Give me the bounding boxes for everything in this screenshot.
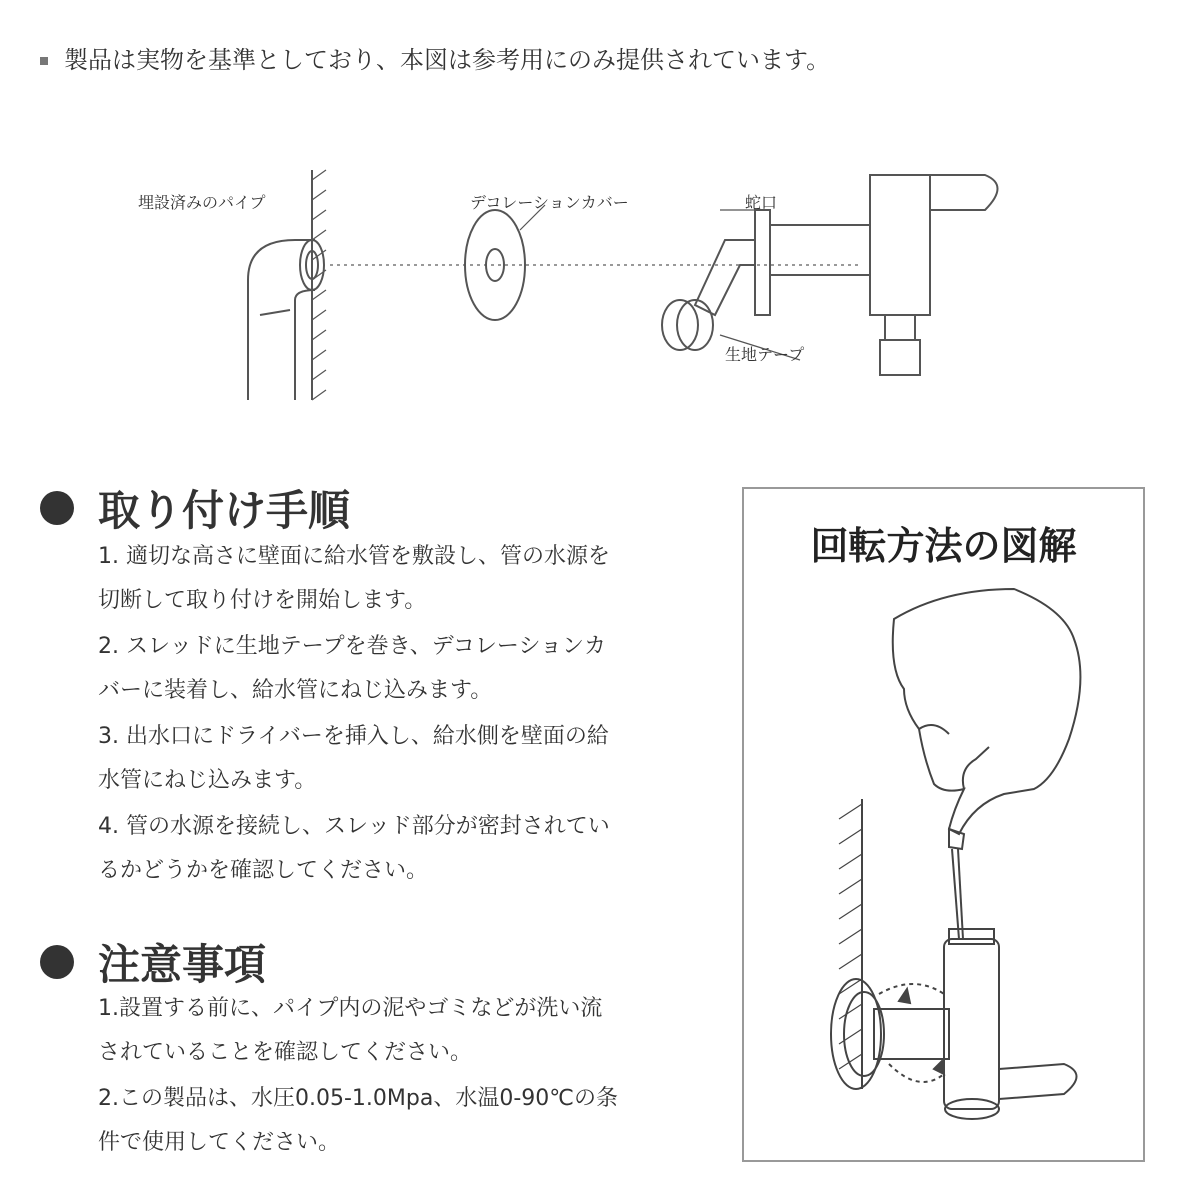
installation-step: 2. スレッドに生地テープを巻き、デコレーションカ バーに装着し、給水管にねじ込みます。	[98, 634, 607, 703]
installation-step: 4. 管の水源を接続し、スレッド部分が密封されてい るかどうかを確認してください。	[98, 814, 610, 883]
caution-item: 2.この製品は、水圧0.05-1.0Mpa、水温0-90℃の条 件で使用してください。	[98, 1086, 618, 1155]
caution-item: 1.設置する前に、パイプ内の泥やゴミなどが洗い流 されていることを確認してください。	[98, 996, 603, 1065]
installation-heading-text: 取り付け手順	[98, 486, 351, 535]
cautions-heading-text: 注意事項	[98, 940, 267, 989]
cautions-heading	[40, 932, 266, 992]
heading-bullet-icon	[40, 945, 74, 979]
installation-step: 3. 出水口にドライバーを挿入し、給水側を壁面の給 水管にねじ込みます。	[98, 724, 609, 793]
installation-step: 1. 適切な高さに壁面に給水管を敷設し、管の水源を 切断して取り付けを開始します。	[98, 544, 610, 613]
rotation-panel	[742, 487, 1145, 1162]
label-buried-pipe: 埋設済みのパイプ	[138, 193, 266, 212]
rotation-illustration	[744, 489, 1145, 1162]
note-text: 製品は実物を基準としており、本図は参考用にのみ提供されています。	[64, 46, 831, 74]
label-faucet: 蛇口	[745, 193, 778, 212]
label-seal-tape: 生地テープ	[725, 345, 805, 364]
reference-note	[40, 40, 830, 75]
installation-heading	[40, 478, 350, 538]
parts-diagram	[0, 150, 1200, 420]
label-decoration-cover: デコレーションカバー	[470, 193, 629, 212]
note-bullet-icon	[40, 57, 48, 65]
rotation-panel-title: 回転方法の図解	[810, 524, 1077, 568]
heading-bullet-icon	[40, 491, 74, 525]
